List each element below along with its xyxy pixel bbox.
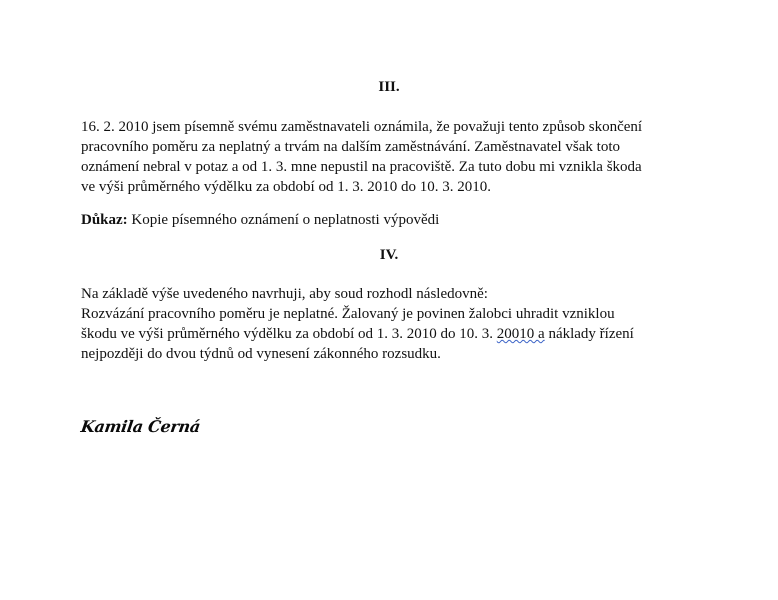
paragraph-line: 16. 2. 2010 jsem písemně svému zaměstnavateli oznámila, že považuji tento způsob skončení — [81, 119, 643, 135]
paragraph-line: nejpozději do dvou týdnů od vynesení zákonného rozsudku. — [81, 346, 441, 362]
evidence-label: Důkaz: — [81, 212, 128, 228]
paragraph-line: ve výši průměrného výdělku za období od 1. 3. 2010 do 10. 3. 2010. — [81, 179, 491, 195]
line-text: náklady řízení — [544, 326, 634, 342]
section-iii-paragraph — [81, 117, 721, 197]
signature: Kamila Černá — [79, 417, 202, 436]
evidence-text: Kopie písemného oznámení o neplatnosti výpovědi — [127, 212, 440, 228]
paragraph-line: oznámení nebral v potaz a od 1. 3. mne nepustil na pracoviště. Za tuto dobu mi vznikla škoda — [81, 159, 642, 175]
line-text: škodu ve výši průměrného výdělku za období od 1. 3. 2010 do 10. 3. — [81, 326, 497, 342]
section-heading-iv: IV. — [379, 247, 399, 263]
paragraph-line — [81, 324, 721, 344]
paragraph-line: Na základě výše uvedeného navrhuji, aby soud rozhodl následovně: — [81, 286, 488, 302]
section-iv-paragraph — [81, 284, 721, 364]
section-heading-iii: III. — [378, 79, 400, 95]
paragraph-line: Rozvázání pracovního poměru je neplatné. Žalovaný je povinen žalobci uhradit vzniklou — [81, 306, 615, 322]
evidence-line — [81, 210, 721, 230]
paragraph-line: pracovního poměru za neplatný a trvám na dalším zaměstnávání. Zaměstnavatel však toto — [81, 139, 620, 155]
spellcheck-underlined-text: 20010 a — [496, 326, 545, 342]
